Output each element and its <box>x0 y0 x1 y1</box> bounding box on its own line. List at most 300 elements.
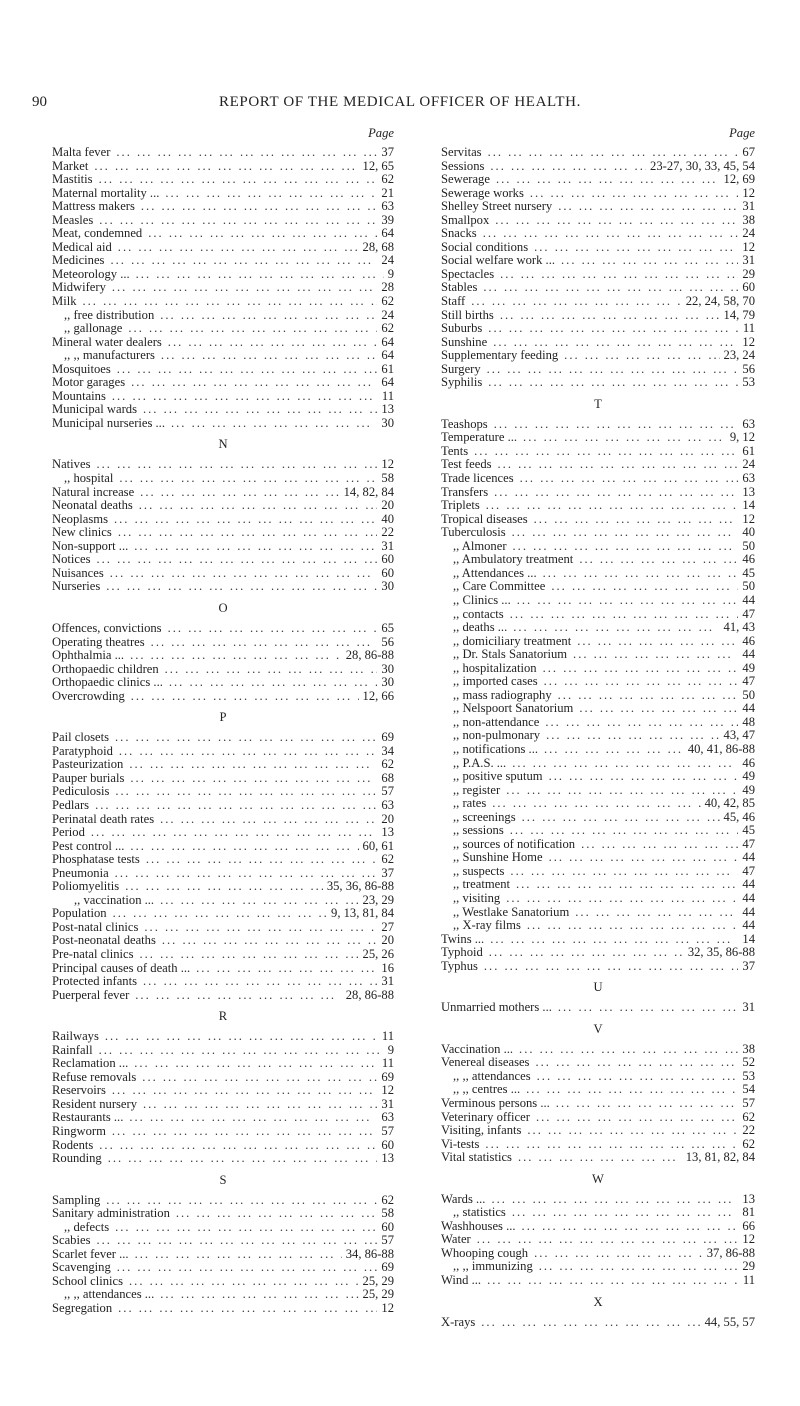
dot-leader <box>512 526 739 540</box>
dot-leader <box>537 1070 739 1084</box>
entry-page: 28, 86-88 <box>345 649 394 663</box>
dot-leader <box>510 865 738 879</box>
dot-leader <box>99 1139 377 1153</box>
index-entry <box>441 621 755 635</box>
dot-leader <box>487 1274 739 1288</box>
index-entry <box>441 146 755 160</box>
dot-leader <box>91 826 378 840</box>
entry-label: Pauper burials <box>52 771 125 785</box>
index-entry <box>441 187 755 201</box>
entry-page: 53 <box>742 1069 755 1083</box>
entry-label: Neonatal deaths <box>52 499 133 513</box>
index-entry <box>52 894 394 908</box>
entry-page: 31 <box>742 1001 755 1015</box>
dot-leader <box>136 268 384 282</box>
entry-page: 39 <box>381 213 394 227</box>
entry-page: 31 <box>742 200 755 214</box>
entry-page: 34 <box>381 744 394 758</box>
dot-leader <box>106 1194 377 1208</box>
entry-label: Trade licences <box>441 472 514 486</box>
entry-label: X-rays <box>441 1315 476 1329</box>
entry-label: Pasteurization <box>52 758 124 772</box>
dot-leader <box>143 403 377 417</box>
index-entry <box>441 1193 755 1207</box>
entry-page: 47 <box>742 607 755 621</box>
index-entry <box>441 1083 755 1097</box>
index-entry <box>441 648 755 662</box>
entry-label: Vital statistics <box>441 1151 512 1165</box>
entry-label: Mastitis <box>52 173 93 187</box>
index-entry <box>441 635 755 649</box>
entry-label: Meat, condemned <box>52 227 143 241</box>
dot-leader <box>556 1097 739 1111</box>
index-entry <box>441 349 755 363</box>
entry-label: Tropical diseases <box>441 512 528 526</box>
index-entry <box>441 309 755 323</box>
dot-leader <box>492 797 700 811</box>
dot-leader <box>561 254 738 268</box>
entry-page: 62 <box>381 758 394 772</box>
entry-page: 32, 35, 86-88 <box>687 946 755 960</box>
entry-label: Smallpox <box>441 213 490 227</box>
entry-label: Natural increase <box>52 485 135 499</box>
dot-leader <box>579 553 738 567</box>
index-entry <box>441 919 755 933</box>
index-entry <box>52 295 394 309</box>
entry-label: ,, mass radiography <box>453 688 552 702</box>
entry-label: ,, rates <box>453 797 487 811</box>
index-column-right <box>441 127 755 1329</box>
dot-leader <box>490 933 738 947</box>
index-entry <box>441 295 755 309</box>
entry-page: 25, 26 <box>362 947 394 961</box>
entry-page: 44 <box>742 878 755 892</box>
dot-leader <box>129 758 377 772</box>
entry-label: Reservoirs <box>52 1084 106 1098</box>
dot-leader <box>498 458 739 472</box>
dot-leader <box>513 621 719 635</box>
entry-label: Perinatal death rates <box>52 812 155 826</box>
entry-label: ,, non-attendance <box>453 715 540 729</box>
dot-leader <box>99 173 378 187</box>
entry-label: Unmarried mothers ... <box>441 1001 552 1015</box>
entry-label: Typhoid <box>441 946 483 960</box>
index-entry <box>52 989 394 1003</box>
index-entry <box>52 241 394 255</box>
section-letter: N <box>218 437 228 452</box>
dot-leader <box>520 472 739 486</box>
index-entry <box>441 1138 755 1152</box>
entry-label: Phosphatase tests <box>52 853 140 867</box>
entry-page: 23, 29 <box>362 893 394 907</box>
index-entry <box>441 960 755 974</box>
entry-label: Puerperal fever <box>52 988 130 1002</box>
entry-label: Typhus <box>441 959 478 973</box>
entry-page: 54 <box>742 1083 755 1097</box>
entry-label: Period <box>52 826 85 840</box>
dot-leader <box>477 1233 739 1247</box>
entry-label: ,, sources of notification <box>453 837 576 851</box>
index-entry <box>52 1248 394 1262</box>
entry-page: 12 <box>742 512 755 526</box>
entry-label: Pneumonia <box>52 866 109 880</box>
index-entry <box>441 1070 755 1084</box>
entry-label: ,, Ambulatory treatment <box>453 553 574 567</box>
entry-page: 44 <box>742 891 755 905</box>
entry-label: Pedlars <box>52 798 90 812</box>
index-entry <box>441 268 755 282</box>
dot-leader <box>96 553 377 567</box>
entry-page: 37 <box>381 146 394 159</box>
entry-label: Pail closets <box>52 731 110 745</box>
entry-label: Pre-natal clinics <box>52 947 134 961</box>
entry-page: 24 <box>381 254 394 268</box>
entry-page: 69 <box>381 1261 394 1275</box>
dot-leader <box>160 894 358 908</box>
dot-leader <box>516 878 738 892</box>
entry-page: 67 <box>742 146 755 159</box>
entry-label: Suburbs <box>441 322 483 336</box>
entry-page: 64 <box>381 376 394 390</box>
entry-label: ,, ,, immunizing <box>453 1260 533 1274</box>
index-entry <box>441 662 755 676</box>
index-entry <box>441 811 755 825</box>
index-entry <box>52 268 394 282</box>
index-entry <box>441 594 755 608</box>
entry-label: Mattress makers <box>52 200 135 214</box>
dot-leader <box>483 281 738 295</box>
entry-label: Transfers <box>441 485 489 499</box>
entry-label: Non-support ... <box>52 539 129 553</box>
index-entry <box>52 1139 394 1153</box>
entry-page: 49 <box>742 661 755 675</box>
dot-leader <box>579 702 738 716</box>
entry-label: Sanitary administration <box>52 1207 170 1221</box>
index-entry <box>52 1152 394 1166</box>
entry-label: Tuberculosis <box>441 526 506 540</box>
entry-page: 45 <box>742 566 755 580</box>
section-letter: U <box>593 980 603 995</box>
dot-leader <box>117 363 378 377</box>
index-entry <box>52 146 394 160</box>
entry-page: 28, 68 <box>362 240 394 254</box>
entry-page: 20 <box>381 812 394 826</box>
entry-page: 37 <box>381 866 394 880</box>
index-entry <box>52 636 394 650</box>
entry-page: 12 <box>742 1233 755 1247</box>
entry-page: 64 <box>381 227 394 241</box>
index-entry <box>52 649 394 663</box>
entry-label: Midwifery <box>52 281 106 295</box>
dot-leader <box>130 649 342 663</box>
entry-page: 38 <box>742 213 755 227</box>
dot-leader <box>106 580 377 594</box>
entry-page: 9 <box>387 267 394 281</box>
index-entry <box>441 824 755 838</box>
entry-page: 63 <box>742 472 755 486</box>
dot-leader <box>112 1125 378 1139</box>
dot-leader <box>536 1111 738 1125</box>
index-entry <box>52 458 394 472</box>
index-entry <box>441 173 755 187</box>
index-entry <box>441 878 755 892</box>
dot-leader <box>134 1057 378 1071</box>
page-number: 90 <box>32 94 47 110</box>
entry-page: 27 <box>381 920 394 934</box>
entry-label: Scabies <box>52 1234 91 1248</box>
entry-page: 69 <box>381 731 394 745</box>
entry-label: Scavenging <box>52 1261 111 1275</box>
entry-label: Medical aid <box>52 240 112 254</box>
entry-label: Market <box>52 159 89 173</box>
entry-page: 48 <box>742 715 755 729</box>
entry-page: 57 <box>742 1097 755 1110</box>
entry-page: 53 <box>742 376 755 390</box>
dot-leader <box>474 445 738 459</box>
entry-label: Rainfall <box>52 1043 93 1057</box>
entry-label: ,, Almoner <box>453 539 507 553</box>
entry-label: ,, hospitalization <box>453 661 537 675</box>
dot-leader <box>564 349 719 363</box>
entry-page: 20 <box>381 499 394 513</box>
dot-leader <box>471 295 681 309</box>
entry-page: 57 <box>381 1125 394 1138</box>
entry-page: 40 <box>381 512 394 526</box>
index-entry <box>441 865 755 879</box>
entry-page: 24 <box>742 227 755 241</box>
index-entry <box>52 1030 394 1044</box>
index-entry <box>441 445 755 459</box>
dot-leader <box>119 745 378 759</box>
entry-label: Resident nursery <box>52 1097 137 1111</box>
index-entry <box>52 826 394 840</box>
entry-page: 14 <box>742 932 755 946</box>
section-letter: R <box>218 1009 228 1024</box>
entry-label: ,, imported cases <box>453 675 538 689</box>
entry-page: 16 <box>381 961 394 975</box>
entry-page: 13, 81, 82, 84 <box>685 1151 755 1165</box>
dot-leader <box>196 962 377 976</box>
index-entry <box>441 580 755 594</box>
entry-label: Visiting, infants <box>441 1124 522 1138</box>
index-entry <box>441 838 755 852</box>
entry-label: Sunshine <box>441 335 488 349</box>
entry-label: Mineral water dealers <box>52 335 162 349</box>
entry-page: 63 <box>381 200 394 214</box>
dot-leader <box>139 499 378 513</box>
entry-label: Pediculosis <box>52 785 110 799</box>
entry-page: 30 <box>381 416 394 430</box>
dot-leader <box>558 200 738 214</box>
dot-leader <box>500 309 720 323</box>
dot-leader <box>134 540 377 554</box>
entry-label: Ophthalmia ... <box>52 649 125 663</box>
entry-label: Servitas <box>441 146 482 159</box>
index-entry <box>52 1044 394 1058</box>
entry-page: 13 <box>381 1152 394 1166</box>
entry-page: 50 <box>742 688 755 702</box>
entry-page: 12 <box>742 335 755 349</box>
dot-leader <box>543 662 739 676</box>
entry-label: Paratyphoid <box>52 744 113 758</box>
index-entry <box>52 336 394 350</box>
entry-page: 9 <box>387 1043 394 1057</box>
entry-page: 68 <box>381 771 394 785</box>
dot-leader <box>99 214 377 228</box>
dot-leader <box>110 567 378 581</box>
index-entry <box>441 933 755 947</box>
index-entry <box>441 784 755 798</box>
index-entry <box>441 743 755 757</box>
index-entry <box>52 907 394 921</box>
index-entry <box>52 486 394 500</box>
index-entry <box>52 200 394 214</box>
dot-leader <box>577 635 738 649</box>
entry-page: 21 <box>381 186 394 200</box>
index-entry <box>441 1151 755 1165</box>
index-entry <box>441 458 755 472</box>
index-entry <box>52 1071 394 1085</box>
dot-leader <box>543 567 739 581</box>
entry-label: Refuse removals <box>52 1070 137 1084</box>
entry-label: Whooping cough <box>441 1246 529 1260</box>
index-entry <box>441 1233 755 1247</box>
dot-leader <box>144 921 377 935</box>
index-entry <box>52 472 394 486</box>
dot-leader <box>544 743 684 757</box>
dot-leader <box>142 1071 377 1085</box>
index-entry <box>52 745 394 759</box>
index-entry <box>441 1274 755 1288</box>
index-entry <box>52 1057 394 1071</box>
dot-leader <box>496 173 720 187</box>
entry-label: Vaccination ... <box>441 1042 514 1056</box>
entry-label: Segregation <box>52 1302 113 1316</box>
entry-page: 44 <box>742 851 755 865</box>
dot-leader <box>488 146 739 160</box>
entry-label: ,, X-ray films <box>453 919 521 933</box>
entry-label: Vi-tests <box>441 1137 480 1151</box>
dot-leader <box>160 309 377 323</box>
index-entry <box>52 676 394 690</box>
entry-label: ,, gallonage <box>64 322 123 336</box>
dot-leader <box>131 376 377 390</box>
entry-label: Milk <box>52 295 77 309</box>
entry-page: 52 <box>742 1056 755 1070</box>
index-entry <box>441 513 755 527</box>
dot-leader <box>95 799 377 813</box>
entry-page: 44 <box>742 919 755 933</box>
entry-page: 62 <box>381 853 394 867</box>
entry-label: Malta fever <box>52 146 111 159</box>
entry-page: 60 <box>381 566 394 580</box>
entry-label: Natives <box>52 458 91 472</box>
dot-leader <box>94 160 358 174</box>
entry-label: Ringworm <box>52 1125 106 1138</box>
index-entry <box>52 1302 394 1316</box>
entry-label: Post-neonatal deaths <box>52 934 156 948</box>
section-letter: O <box>218 600 228 615</box>
index-entry <box>52 254 394 268</box>
index-entry <box>441 729 755 743</box>
entry-label: ,, ,, centres ... <box>453 1083 521 1097</box>
entry-page: 57 <box>381 785 394 799</box>
entry-label: ,, defects <box>64 1220 110 1234</box>
index-entry <box>52 690 394 704</box>
index-entry <box>52 1288 394 1302</box>
dot-leader <box>139 948 358 962</box>
entry-page: 58 <box>381 472 394 486</box>
entry-label: Twins ... <box>441 932 485 946</box>
entry-page: 11 <box>742 322 755 336</box>
entry-label: Social conditions <box>441 240 529 254</box>
entry-page: 29 <box>742 267 755 281</box>
entry-page: 14 <box>742 499 755 513</box>
index-entry <box>441 200 755 214</box>
index-entry <box>52 417 394 431</box>
entry-label: Shelley Street nursery <box>441 200 553 214</box>
dot-leader <box>118 1302 377 1316</box>
dot-leader <box>539 1260 739 1274</box>
index-entry <box>52 309 394 323</box>
entry-label: New clinics <box>52 526 112 540</box>
index-entry <box>52 1207 394 1221</box>
dot-leader <box>573 648 738 662</box>
section-letter: S <box>219 1172 227 1187</box>
index-entry <box>52 363 394 377</box>
index-entry <box>441 363 755 377</box>
entry-page: 65 <box>381 621 394 635</box>
entry-label: ,, ,, attendances <box>453 1069 531 1083</box>
dot-leader <box>96 458 377 472</box>
entry-page: 12, 65 <box>362 159 394 173</box>
index-entry <box>441 322 755 336</box>
entry-page: 57 <box>381 1234 394 1248</box>
entry-label: ,, vaccination ... <box>74 893 155 907</box>
index-entry <box>441 851 755 865</box>
dot-leader <box>522 811 720 825</box>
index-entry <box>441 702 755 716</box>
index-entry <box>52 921 394 935</box>
index-entry <box>52 403 394 417</box>
entry-page: 45, 46 <box>723 810 755 824</box>
index-entry <box>441 797 755 811</box>
entry-label: Overcrowding <box>52 689 125 703</box>
index-entry <box>52 499 394 513</box>
index-entry <box>441 906 755 920</box>
entry-page: 64 <box>381 335 394 349</box>
entry-label: ,, ,, manufacturers <box>64 349 155 363</box>
entry-page: 14, 79 <box>723 308 755 322</box>
dot-leader <box>517 594 739 608</box>
entry-label: Medicines <box>52 254 105 268</box>
entry-label: ,, register <box>453 783 501 797</box>
entry-page: 23-27, 30, 33, 45, 54 <box>650 159 755 173</box>
entry-page: 63 <box>381 798 394 812</box>
entry-page: 44 <box>742 905 755 919</box>
dot-leader <box>551 580 738 594</box>
entry-label: ,, statistics <box>453 1206 506 1220</box>
dot-leader <box>546 729 719 743</box>
dot-leader <box>112 1084 378 1098</box>
dot-leader <box>527 1124 738 1138</box>
index-entry <box>52 934 394 948</box>
index-entry <box>52 376 394 390</box>
dot-leader <box>176 1207 378 1221</box>
entry-label: ,, positive sputum <box>453 770 543 784</box>
dot-leader <box>489 946 684 960</box>
entry-label: Notices <box>52 553 91 567</box>
